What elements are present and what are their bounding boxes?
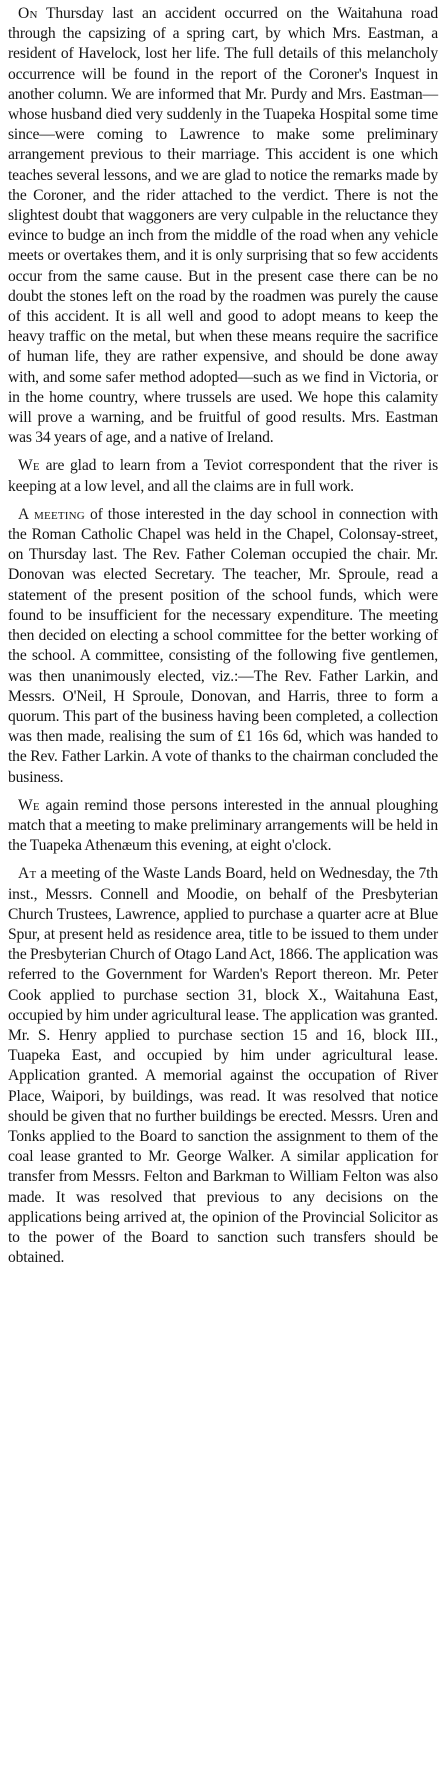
article-teviot-river (8, 456, 438, 496)
paragraph-lead: We (18, 796, 40, 814)
article-accident-waitahuna-road (8, 4, 438, 448)
paragraph-lead: We (18, 457, 40, 475)
article-ploughing-match-reminder (8, 796, 438, 857)
paragraph-lead: At (18, 865, 37, 883)
paragraph-lead: On (18, 5, 38, 22)
paragraph-body: Thursday last an accident occurred on the Waitahuna road through the capsizing of a spring cart, by which Mrs. Eastman, a resident of Havelock, lost her life. The full details of this melancholy occurrence will be found in the report of the Coroner's Inquest in another column. We are informed that Mr. Purdy and Mrs. Eastman—whose husband died very suddenly in the Tuapeka Hospital some time since—were coming to Lawrence to make some preliminary arrangement previous to their marriage. This accident is one which teaches several lessons, and we are glad to notice the remarks made by the Coroner, and the rider attached to the verdict. There is not the slightest doubt that waggoners are very culpable in the reluctance they evince to budge an inch from the middle of the road when any vehicle meets or overtakes them, and it is only surprising that so few accidents occur from the same cause. But in the present case there can be no doubt the stones left on the road by the roadmen was purely the cause of this accident. It is all well and good to adopt means to keep the heavy traffic on the metal, but when these means require the sacrifice of human life, they are rather expensive, and should be done away with, and some safer method adopted—such as we find in Victoria, or in the home country, where trussels are used. We hope this calamity will prove a warning, and be fruitful of good results. Mrs. Eastman was 34 years of age, and a native of Ireland. (8, 5, 438, 447)
paragraph-lead: A meeting (18, 505, 85, 523)
paragraph-body: again remind those persons interested in the annual ploughing match that a meeting to make preliminary arrangements will be held in the Tuapeka Athenæum this evening, at eight o'clock. (8, 796, 438, 855)
paragraph-body: a meeting of the Waste Lands Board, held on Wednesday, the 7th inst., Messrs. Connell and Moodie, on behalf of the Presbyterian Church Trustees, Lawrence, applied to purchase a quarter acre at Blue Spur, at present held as residence area, title to be issued to them under the Presbyterian Church of Otago Land Act, 1866. The application was referred to the Government for Warden's Report thereon. Mr. Peter Cook applied to purchase section 31, block X., Waitahuna East, occupied by him under agricultural lease. The application was granted. Mr. S. Henry applied to purchase section 15 and 16, block III., Tuapeka East, and occupied by him under agricultural lease. Application granted. A memorial against the occupation of River Place, Waipori, by buildings, was read. It was resolved that notice should be given that no further buildings be erected. Messrs. Uren and Tonks applied to the Board to sanction the assignment to them of the coal lease granted to Mr. George Walker. A similar application for transfer from Messrs. Felton and Barkman to William Felton was also made. It was resolved that previous to any decisions on the applications being arrived at, the opinion of the Provincial Solicitor as to the power of the Board to sanction such transfers should be obtained. (8, 865, 438, 1267)
article-catholic-school-meeting (8, 505, 438, 788)
paragraph-body: are glad to learn from a Teviot correspondent that the river is keeping at a low level, and all the claims are in full work. (8, 457, 438, 495)
paragraph-body: of those interested in the day school in connection with the Roman Catholic Chapel was held in the Chapel, Colonsay-street, on Thursday last. The Rev. Father Coleman occupied the chair. Mr. Donovan was elected Secretary. The teacher, Mr. Sproule, read a statement of the present position of the school funds, which were found to be insufficient for the necessary expenditure. The meeting then decided on electing a school committee for the better working of the school. A committee, consisting of the following five gentlemen, was then unanimously elected, viz.:—The Rev. Father Larkin, and Messrs. O'Neil, H Sproule, Donovan, and Harris, three to form a quorum. This part of the business having been completed, a collection was then made, realising the sum of £1 16s 6d, which was handed to the Rev. Father Larkin. A vote of thanks to the chairman concluded the business. (8, 505, 438, 786)
article-waste-lands-board (8, 864, 438, 1268)
